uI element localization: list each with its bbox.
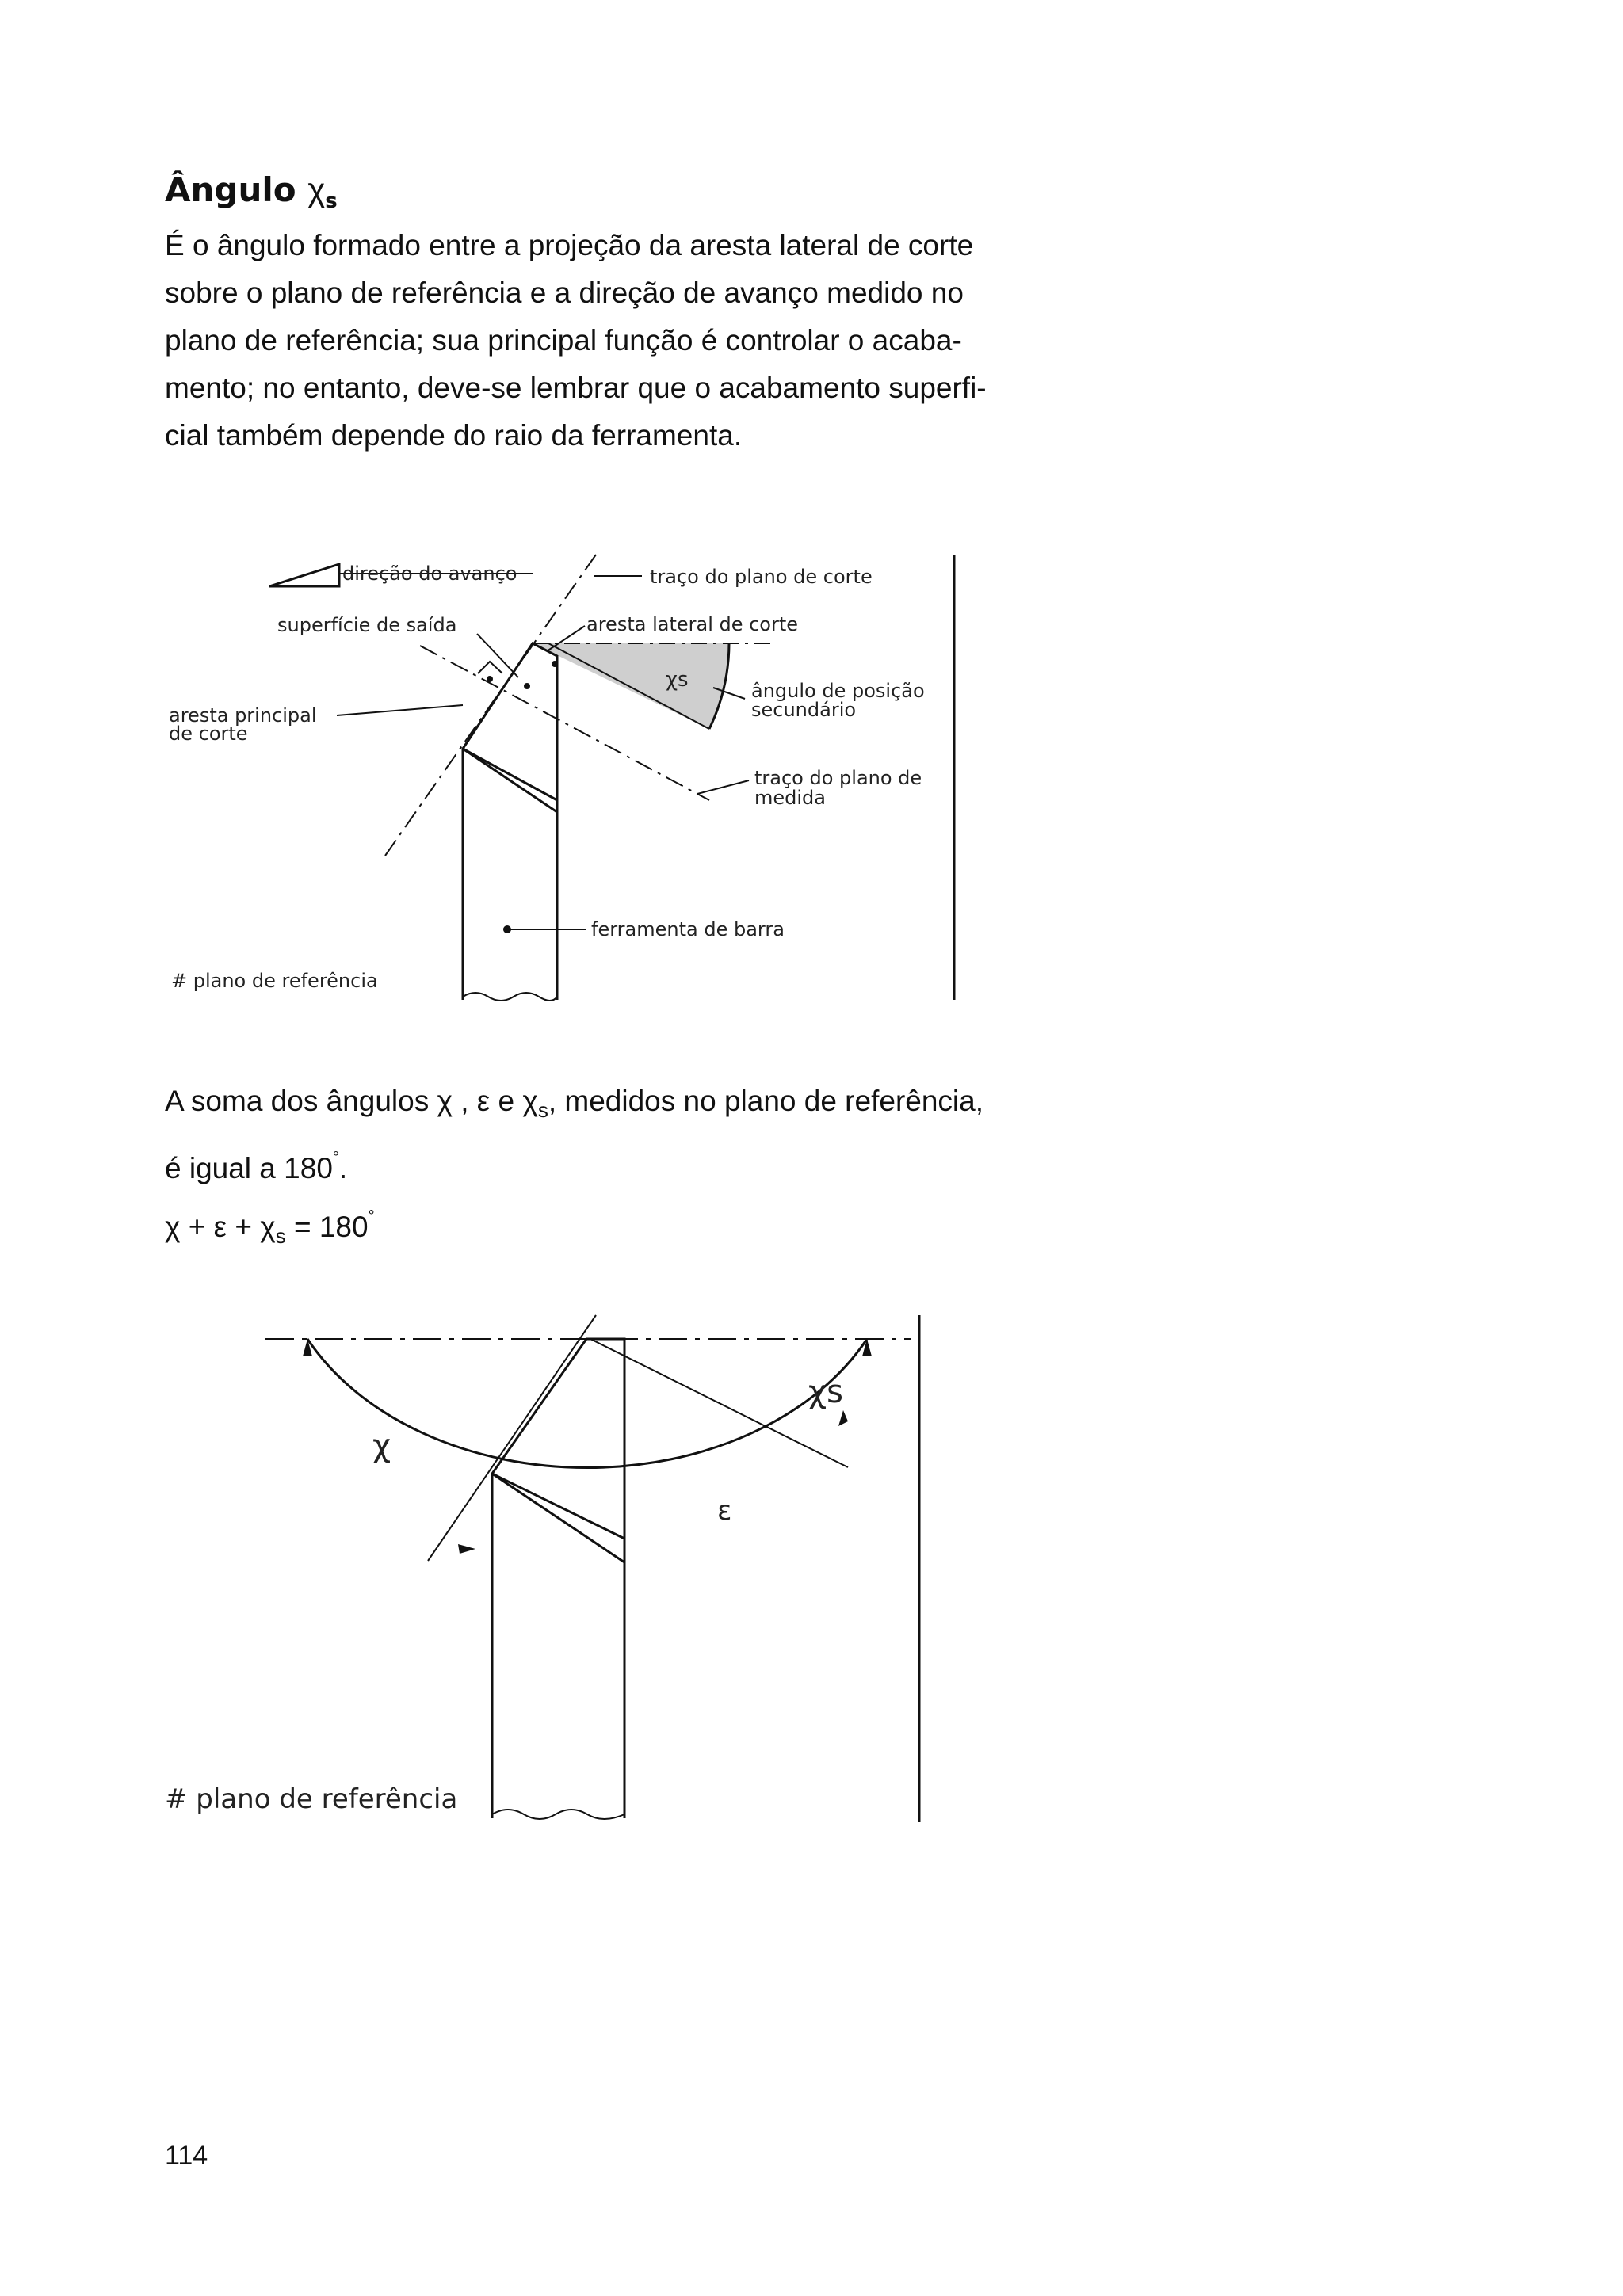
label-feed-direction: direção do avanço bbox=[342, 563, 517, 585]
label-epsilon: ε bbox=[717, 1495, 732, 1527]
heading-title: Ângulo bbox=[165, 170, 296, 209]
tool-edge-line bbox=[492, 1474, 624, 1562]
angle-arc bbox=[307, 1339, 867, 1468]
label-main-edge-1: aresta principal bbox=[169, 704, 317, 727]
subscript: s bbox=[537, 1098, 548, 1122]
formula-text: = 180 bbox=[285, 1211, 369, 1243]
tool-edge-line bbox=[492, 1474, 624, 1539]
degree-symbol: ° bbox=[368, 1207, 375, 1225]
label-chi-s: χs bbox=[666, 668, 689, 692]
label-chi: χ bbox=[372, 1428, 391, 1464]
intro-line: sobre o plano de referência e a direção de avanço medido no bbox=[165, 277, 964, 309]
intro-line: mento; no entanto, deve-se lembrar que o acabamento superfi- bbox=[165, 372, 987, 404]
label-lateral-edge: aresta lateral de corte bbox=[586, 613, 799, 635]
intro-line: É o ângulo formado entre a projeção da aresta lateral de corte bbox=[165, 229, 974, 261]
arrow-marker bbox=[862, 1339, 872, 1356]
label-reference-plane: # plano de referência bbox=[165, 1783, 458, 1815]
sum-text: , medidos no plano de referência, bbox=[548, 1085, 983, 1117]
label-measure-plane-1: traço do plano de bbox=[754, 767, 922, 789]
sum-text: . bbox=[338, 1152, 348, 1184]
label-reference-plane: # plano de referência bbox=[171, 970, 378, 992]
label-secondary-angle-1: ângulo de posição bbox=[751, 680, 925, 702]
label-main-edge-2: de corte bbox=[169, 723, 248, 745]
label-measure-plane-2: medida bbox=[754, 787, 826, 809]
formula-text: χ + ε + χ bbox=[165, 1211, 276, 1243]
intro-line: cial também depende do raio da ferramenta. bbox=[165, 419, 743, 452]
tool-break-line bbox=[492, 1810, 624, 1819]
cut-plane-trace bbox=[428, 1315, 596, 1561]
label-chi-s: χs bbox=[808, 1374, 843, 1410]
heading-symbol: χ bbox=[307, 171, 326, 208]
page-number: 114 bbox=[165, 2141, 208, 2171]
arrow-marker bbox=[838, 1410, 848, 1426]
arrow-marker bbox=[303, 1339, 312, 1356]
sum-text: A soma dos ângulos χ , ε e χ bbox=[165, 1085, 538, 1117]
label-bar-tool: ferramenta de barra bbox=[591, 918, 785, 940]
intro-line: plano de referência; sua principal função é controlar o acaba- bbox=[165, 324, 962, 357]
arrow-marker bbox=[458, 1544, 475, 1554]
degree-symbol: ° bbox=[332, 1149, 339, 1166]
subscript: s bbox=[275, 1224, 286, 1248]
label-cut-plane-trace: traço do plano de corte bbox=[650, 566, 873, 588]
bar-tool-outline bbox=[492, 1339, 624, 1818]
label-secondary-angle-2: secundário bbox=[751, 699, 857, 721]
sum-text: é igual a 180 bbox=[165, 1152, 333, 1184]
heading-subscript: s bbox=[325, 189, 338, 213]
label-exit-surface: superfície de saída bbox=[277, 614, 457, 636]
